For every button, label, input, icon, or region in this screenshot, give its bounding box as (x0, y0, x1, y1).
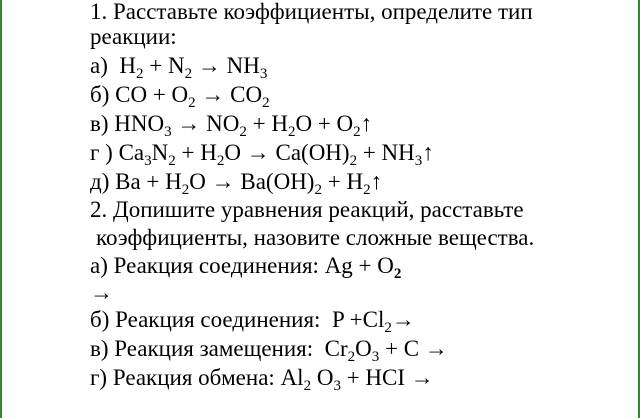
item-label: д) (90, 169, 110, 194)
formula-part: Cr (324, 336, 348, 361)
subscript: 2 (168, 153, 176, 169)
subscript: 3 (333, 378, 341, 394)
task2-item-v (90, 335, 448, 363)
task1-heading-text2: реакции: (90, 24, 177, 49)
subscript: 2 (181, 182, 190, 198)
formula-part: O + O (295, 111, 354, 136)
up-arrow: ↑ (422, 140, 434, 165)
subscript: 2 (136, 66, 144, 82)
item-label: г ) (90, 140, 113, 165)
subscript: 2 (303, 378, 312, 394)
subscript: 2 (347, 349, 356, 365)
formula-part: + C → (379, 336, 448, 361)
formula-part: P +Cl (331, 307, 385, 332)
subscript: 2 (363, 182, 371, 198)
subscript: 2 (287, 124, 296, 140)
formula-part: O (355, 336, 372, 361)
subscript: 3 (164, 124, 172, 140)
task2-heading-line2 (96, 224, 534, 252)
formula-part: HNO (114, 111, 165, 136)
task1-item-d (90, 168, 382, 196)
reaction-arrow: → (90, 280, 113, 305)
formula-part: + HCI → (340, 365, 434, 390)
formula-part: + H (175, 140, 217, 165)
task1-item-a (90, 52, 267, 80)
subscript: 2 (314, 182, 322, 198)
task2-item-a-arrow (90, 279, 113, 307)
task2-heading-line1 (90, 196, 524, 224)
task1-item-b (90, 81, 270, 109)
formula-part: O (311, 365, 334, 390)
task2-item-g (90, 364, 434, 392)
item-label: в) Реакция замещения: (90, 336, 314, 361)
formula-part: + N (143, 53, 185, 78)
formula-part: Ag + O (324, 253, 394, 278)
item-label: б) Реакция соединения: (90, 307, 321, 332)
subscript: 3 (259, 66, 268, 82)
formula-part: Ca (118, 140, 145, 165)
task2-heading-text2: коэффициенты, назовите сложные вещества. (96, 225, 535, 250)
formula-part: O → Ba(OH) (189, 169, 315, 194)
subscript: 2 (353, 124, 361, 140)
formula-part: Ba + H (115, 169, 182, 194)
subscript: 2 (349, 153, 358, 169)
subscript: 3 (144, 153, 152, 169)
formula-part: Al (280, 365, 304, 390)
formula-part: → NH (192, 53, 260, 78)
item-label: г) Реакция обмена: (90, 365, 275, 390)
subscript: 2 (262, 95, 270, 111)
formula-part: → NO (171, 111, 240, 136)
subscript: 2 (384, 320, 392, 336)
item-label: б) (90, 82, 110, 107)
formula-part: H (119, 53, 136, 78)
subscript: 3 (371, 349, 380, 365)
up-arrow: ↑ (360, 111, 373, 136)
subscript: 2 (188, 95, 196, 111)
up-arrow: ↑ (370, 169, 383, 194)
formula-part: + H (246, 111, 288, 136)
formula-part: + NH (357, 140, 415, 165)
item-label: а) Реакция соединения: (90, 253, 319, 278)
formula-part: O → Ca(OH) (224, 140, 350, 165)
task1-heading-line2 (90, 23, 177, 51)
reaction-arrow: → (391, 307, 415, 332)
formula-part: → CO (195, 82, 263, 107)
item-label: в) (90, 111, 109, 136)
task1-item-g (90, 139, 434, 167)
subscript: 3 (414, 153, 423, 169)
task1-item-v (90, 110, 372, 138)
formula-part: CO + O (115, 82, 189, 107)
task2-heading-text1: 2. Допишите уравнения реакций, расставьте (90, 197, 524, 222)
formula-part: N (151, 140, 169, 165)
task2-item-a (90, 252, 401, 280)
subscript: 2 (184, 66, 193, 82)
task1-heading-text1: 1. Расставьте коэффициенты, определите тип (90, 0, 533, 24)
subscript: 2 (239, 124, 247, 140)
subscript: 2 (216, 153, 225, 169)
formula-part: + H (321, 169, 364, 194)
item-label: а) (90, 53, 108, 78)
subscript: 2 (393, 266, 402, 282)
task2-item-b (90, 306, 415, 334)
